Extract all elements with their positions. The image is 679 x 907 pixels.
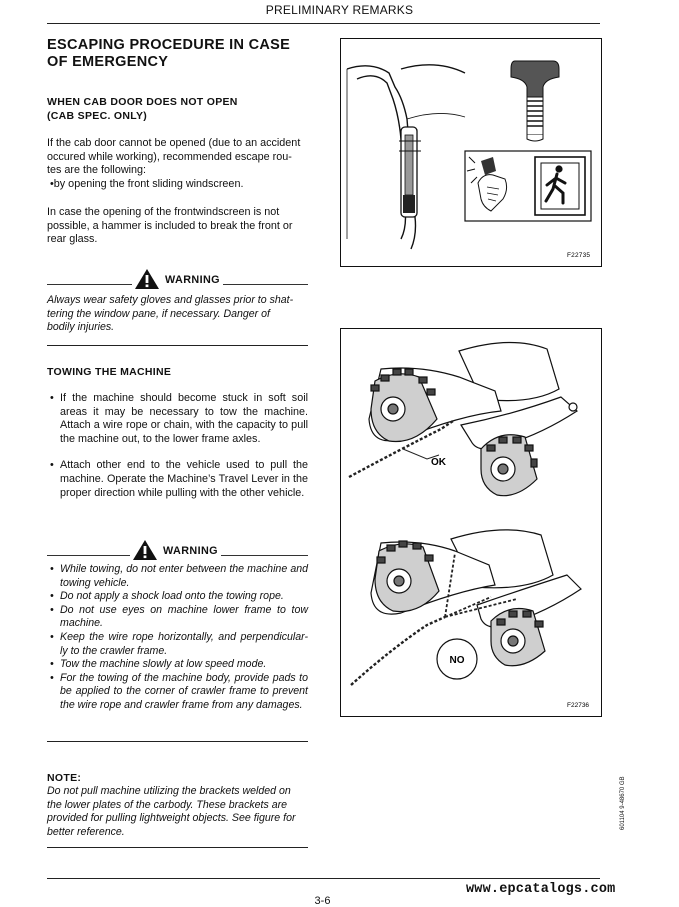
text-line: If the cab door cannot be opened (due to an accident (47, 137, 301, 149)
escape-hammer-icon (399, 127, 421, 217)
tow-rope-no (351, 617, 445, 685)
escape-illustration (341, 39, 601, 266)
warning-rule-left (47, 555, 130, 556)
text-line: rear glass. (47, 233, 98, 246)
section-title-towing: TOWING THE MACHINE (47, 366, 172, 378)
excavator-ok (369, 342, 577, 495)
warning-header-1 (47, 268, 308, 290)
list-item: • Do not apply a shock load onto the towing rope. (50, 590, 308, 604)
list-item: • Attach other end to the vehicle used to pull the machine. Operate the Machine’s Travel Lever in the proper direction while pulling with the other vehicle. (50, 459, 308, 500)
warning-label: WARNING (165, 274, 220, 286)
text-line: provided for pulling lightweight objects. See figure for (47, 812, 296, 825)
emergency-exit-icon (535, 157, 585, 215)
subtitle-line: (CAB SPEC. ONLY) (47, 110, 148, 122)
excavator-no (371, 530, 581, 666)
warning-rule-right (223, 284, 308, 285)
figure-code: F22736 (567, 702, 590, 709)
ok-label: OK (431, 457, 446, 468)
text-line: tes are the following: (47, 164, 147, 177)
subtitle-line: WHEN CAB DOOR DOES NOT OPEN (47, 96, 238, 108)
bullet-windscreen: •by opening the front sliding windscreen. (50, 177, 244, 190)
figure-towing (340, 328, 602, 717)
warning-list-2 (50, 563, 308, 713)
side-code: 601104 9-48670 GB (620, 776, 626, 830)
text-line: Do not pull machine utilizing the brackets welded on (47, 785, 291, 797)
note-end-rule (47, 847, 308, 848)
subtitle-cab-door (47, 95, 307, 123)
figure-escape-hammer (340, 38, 602, 267)
list-item: • Tow the machine slowly at low speed mode. (50, 658, 308, 672)
warning-end-rule-1 (47, 345, 308, 346)
warning-triangle-icon (132, 539, 158, 561)
section-title-line: OF EMERGENCY (47, 54, 169, 70)
text-line: the lower plates of the carbody. These brackets are (47, 798, 288, 811)
list-item: • If the machine should become stuck in soft soil areas it may be necessary to tow the machine. Attach a wire rope or chain, with the capacity to pull the machine out, to the lower frame axles. (50, 392, 308, 446)
warning-text-1 (47, 294, 309, 335)
text-line: tering the window pane, if necessary. Danger of (47, 307, 270, 320)
text-line: In case the opening of the frontwindscreen is not (47, 206, 280, 218)
list-item: • For the towing of the machine body, provide pads to be applied to the corner of crawler frame to prevent the wire rope and crawler frame from any damages. (50, 672, 308, 713)
text-line: better reference. (47, 825, 125, 838)
website-watermark: www.epcatalogs.com (466, 882, 616, 897)
bullet-text: by opening the front sliding windscreen. (53, 177, 244, 190)
warning-rule-left (47, 284, 132, 285)
warning-header-2 (47, 539, 308, 561)
footer-rule (47, 878, 600, 879)
note-label: NOTE: (47, 772, 82, 784)
text-line: occured while working), recommended escape rou- (47, 150, 292, 163)
no-label: NO (449, 655, 465, 666)
page-number: 3-6 (314, 895, 331, 907)
towing-illustration (341, 329, 601, 716)
note-text (47, 785, 309, 839)
paragraph-hammer (47, 206, 309, 247)
text-line: possible, a hammer is included to break the front or (47, 219, 293, 232)
page-header-title: PRELIMINARY REMARKS (265, 3, 414, 17)
text-line: bodily injuries. (47, 321, 115, 334)
towing-bullets (50, 392, 308, 513)
warning-label: WARNING (163, 545, 218, 557)
list-item: • Keep the wire rope horizontally, and perpendicular- ly to the crawler frame. (50, 631, 308, 658)
figure-code: F22735 (567, 252, 591, 259)
section-title-line: ESCAPING PROCEDURE IN CASE (47, 37, 291, 53)
hammer-detail-icon (511, 61, 559, 141)
list-item: • Do not use eyes on machine lower frame to tow machine. (50, 604, 308, 631)
list-item: • While towing, do not enter between the machine and towing vehicle. (50, 563, 308, 590)
warning-rule-right (221, 555, 308, 556)
header-rule (47, 23, 600, 24)
paragraph-escape-routes (47, 137, 309, 191)
text-line: Always wear safety gloves and glasses prior to shat- (47, 294, 294, 306)
warning-end-rule-2 (47, 741, 308, 742)
section-title-escaping (47, 37, 307, 71)
warning-triangle-icon (134, 268, 160, 290)
